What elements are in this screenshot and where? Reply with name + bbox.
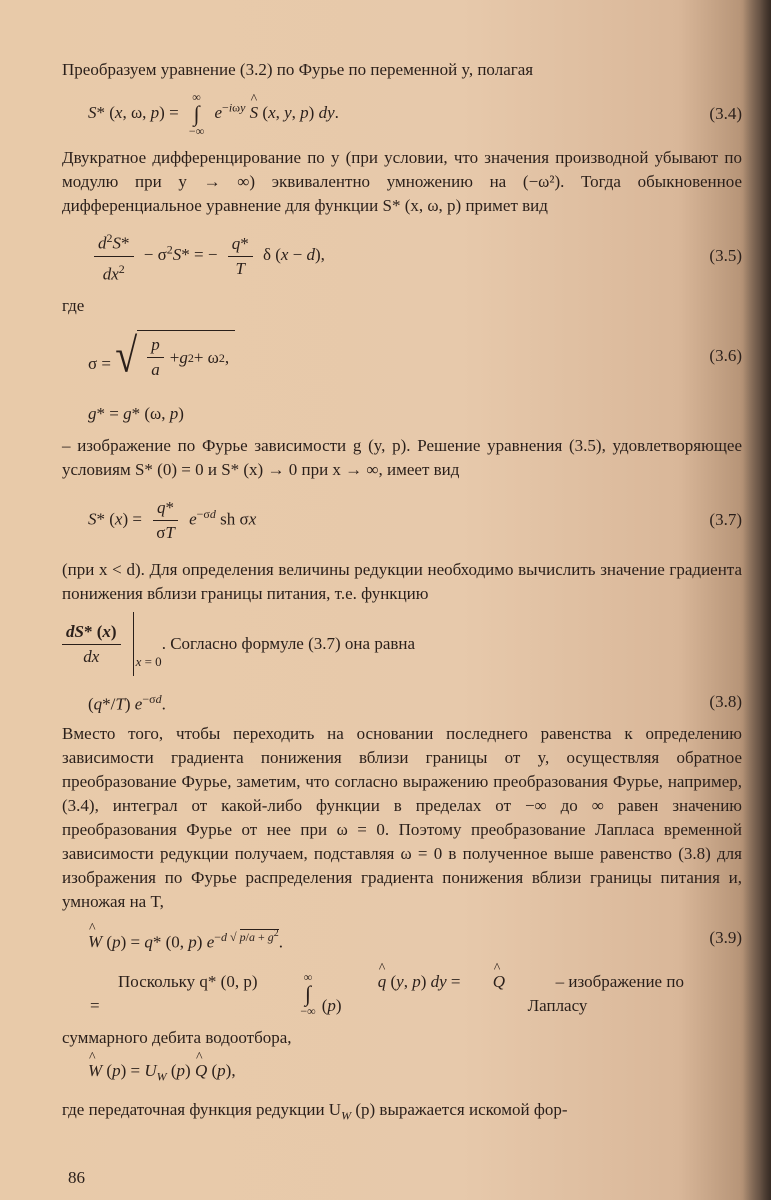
paragraph-transfer-function: где передаточная функция редукции $U_W$ (p) выражается искомой фор- (62, 1100, 568, 1123)
equation-number: (3.4) (709, 104, 742, 123)
paragraph-instead: Вместо того, чтобы переходить на основании последнего равенства к определению зависимости градиента понижения вблизи границы от y, осуществляя обратное преобразование Фурье, заметим, что согласно выражению преобразования Фурье, например, (3.4), интеграл от какой-либо функции в пределах от −∞ до ∞ равен значению преобразования Фурье от нее при ω = 0. Поэтому преобразование Лапласа временной зависимости редукции получаем, подставляя ω = 0 в полученное выше равенство (3.8) для изображения по Фурье распределения градиента понижения вблизи границы питания и, умножая на T, (62, 724, 742, 911)
equation-3-8 (62, 682, 742, 722)
paragraph-where: где (62, 296, 85, 315)
equation-3-6b (62, 394, 742, 434)
equation-3-4-body: S* (x, ω, p) = ∞ ∫ −∞ $e^{-i\omega y}$ ^ S (x, y, p) dy. (88, 91, 339, 137)
paragraph-since: Поскольку q* (0, p) = ∞ ∫ −∞ ^ q (y, p) dy = ^ Q (p) – изображение по Лапласу (62, 962, 742, 1026)
page-number: 86 (68, 1168, 85, 1187)
paragraph-reduction: (при x < d). Для определения величины редукции необходимо вычислить значение градиента понижения вблизи границы питания, т.е. функцию (62, 560, 742, 603)
paragraph-since-end: – изображение по Лапласу (527, 972, 684, 1015)
equation-3-6 (62, 318, 742, 394)
integral-q-hat: ^ q (y, p) dy = ^ Q (p) (322, 970, 528, 1018)
derivative-expression: $\frac{dS* (x)}{dx}$ x = 0 (62, 612, 162, 676)
paragraph-total-discharge: суммарного дебита водоотбора, (62, 1028, 292, 1047)
equation-number: (3.6) (709, 346, 742, 365)
equation-transfer-body: ^ W $(p) = U_W$ (p) ^ Q (p), (88, 1059, 236, 1088)
page-binding-shadow (743, 0, 771, 1200)
paragraph-according-formula: . Согласно формуле (3.7) она равна (161, 634, 416, 653)
equation-3-7 (62, 482, 742, 558)
equation-3-4 (62, 82, 742, 146)
paragraph-since-start: Поскольку q* (0, p) = (90, 972, 258, 1015)
equation-3-5 (62, 218, 742, 294)
equation-number: (3.9) (709, 928, 742, 947)
paragraph-fourier-image: – изображение по Фурье зависимости g (y, p). Решение уравнения (3.5), удовлетворяющее условиям S* (0) = 0 и S* (x) → 0 при x → ∞, имеет вид (62, 436, 742, 479)
equation-number: (3.7) (709, 510, 742, 529)
equation-3-9-body: ^ W (p) = q* (0, p) $e^{-d √ p/a + g^2}$. (88, 922, 283, 955)
page-content (62, 58, 742, 1127)
derivative-at-boundary (62, 606, 742, 682)
paragraph-differentiation: Двукратное дифференцирование по y (при условии, что значения производной убывают по модулю при y → ∞) эквивалентно умножению на (−ω²). Тогда обыкновенное дифференциальное уравнение для функции S* (x, ω, p) примет вид (62, 148, 742, 215)
equation-3-9 (62, 914, 742, 962)
equation-3-5-body: $\frac{d^2S*}{dx^2}$ − $\sigma^2S*$ = − $\frac{q*}{T}$ δ (x − d), (88, 226, 325, 286)
equation-3-6-body: σ = √ $\frac{p}{a}$ + g 2 + ω 2 , (88, 330, 235, 382)
equation-number: (3.8) (709, 692, 742, 711)
equation-transfer (62, 1050, 742, 1098)
equation-3-8-body: (q*/T) $e^{-\sigma d}$. (88, 692, 166, 714)
equation-3-6b-body: g* = g* (ω, p) (88, 404, 184, 423)
paragraph-intro: Преобразуем уравнение (3.2) по Фурье по переменной y, полагая (62, 60, 534, 79)
equation-3-7-body: S* (x) = $\frac{q*}{\sigma T}$ $e^{-\sigma d}$ sh σx (88, 497, 257, 542)
equation-number: (3.5) (709, 246, 742, 265)
